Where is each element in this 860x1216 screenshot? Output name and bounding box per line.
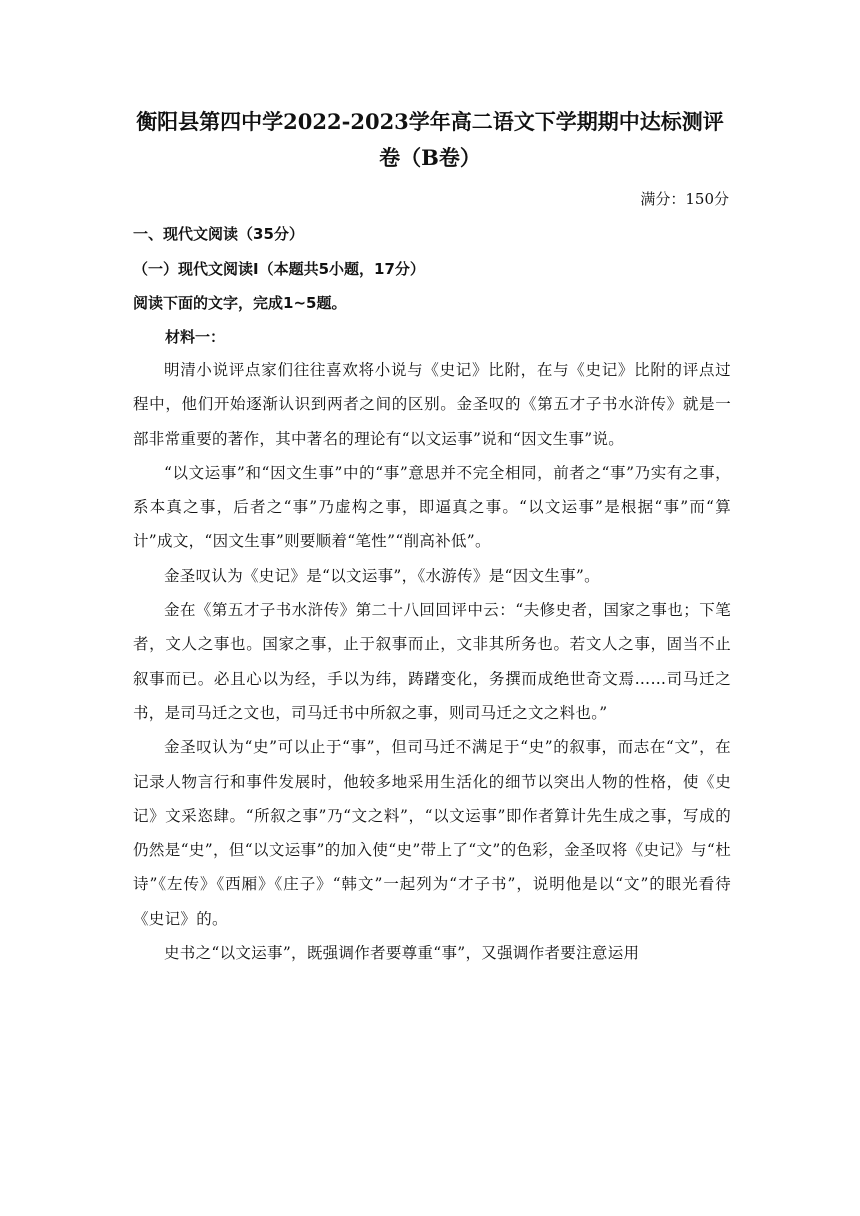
- reading-instruction: 阅读下面的文字，完成1~5题。: [133, 294, 347, 312]
- exam-title-line-2: 卷（B卷）: [379, 145, 481, 170]
- exam-title-line-1: 衡阳县第四中学2022-2023学年高二语文下学期期中达标测评: [136, 109, 724, 134]
- material-label: 材料一：: [165, 328, 226, 346]
- passage-paragraph: 金在《第五才子书水浒传》第二十八回回评中云：“夫修史者，国家之事也；下笔者，文人之事也。国家之事，止于叙事而止，文非其所务也。若文人之事，固当不止叙事而已。必且心以为经，手以为纬，踌躇变化，务撰而成绝世奇文焉……司马迁之书，是司马迁之文也，司马迁书中所叙之事，则司马迁之文之料也。”: [133, 601, 731, 722]
- passage-paragraph: 金圣叹认为“史”可以止于“事”，但司马迁不满足于“史”的叙事，而志在“文”，在记录人物言行和事件发展时，他较多地采用生活化的细节以突出人物的性格，使《史记》文采恣肆。“所叙之事”乃“文之料”，“以文运事”即作者算计先生成之事，写成的仍然是“史”，但“以文运事”的加入使“史”带上了“文”的色彩，金圣叹将《史记》与“杜诗”《左传》《西厢》《庄子》“韩文”一起列为“才子书”，说明他是以“文”的眼光看待《史记》的。: [133, 738, 731, 928]
- passage-paragraph: 明清小说评点家们往往喜欢将小说与《史记》比附，在与《史记》比附的评点过程中，他们开始逐渐认识到两者之间的区别。金圣叹的《第五才子书水浒传》就是一部非常重要的著作，其中著名的理论有“以文运事”说和“因文生事”说。: [133, 361, 731, 448]
- subsection-heading: （一）现代文阅读Ⅰ（本题共5小题，17分）: [133, 260, 425, 278]
- full-score: 满分：150分: [640, 190, 729, 208]
- passage-paragraph: 金圣叹认为《史记》是“以文运事”，《水游传》是“因文生事”。: [164, 566, 600, 585]
- reading-passage: [133, 353, 731, 970]
- section-heading: 一、现代文阅读（35分）: [133, 225, 304, 243]
- passage-paragraph: 史书之“以文运事”，既强调作者要尊重“事”，又强调作者要注意运用: [164, 944, 640, 963]
- passage-paragraph: “以文运事”和“因文生事”中的“事”意思并不完全相同，前者之“事”乃实有之事，系本真之事，后者之“事”乃虚构之事，即逼真之事。“以文运事”是根据“事”而“算计”成文，“因文生事”则要顺着“笔性”“削高补低”。: [133, 463, 731, 551]
